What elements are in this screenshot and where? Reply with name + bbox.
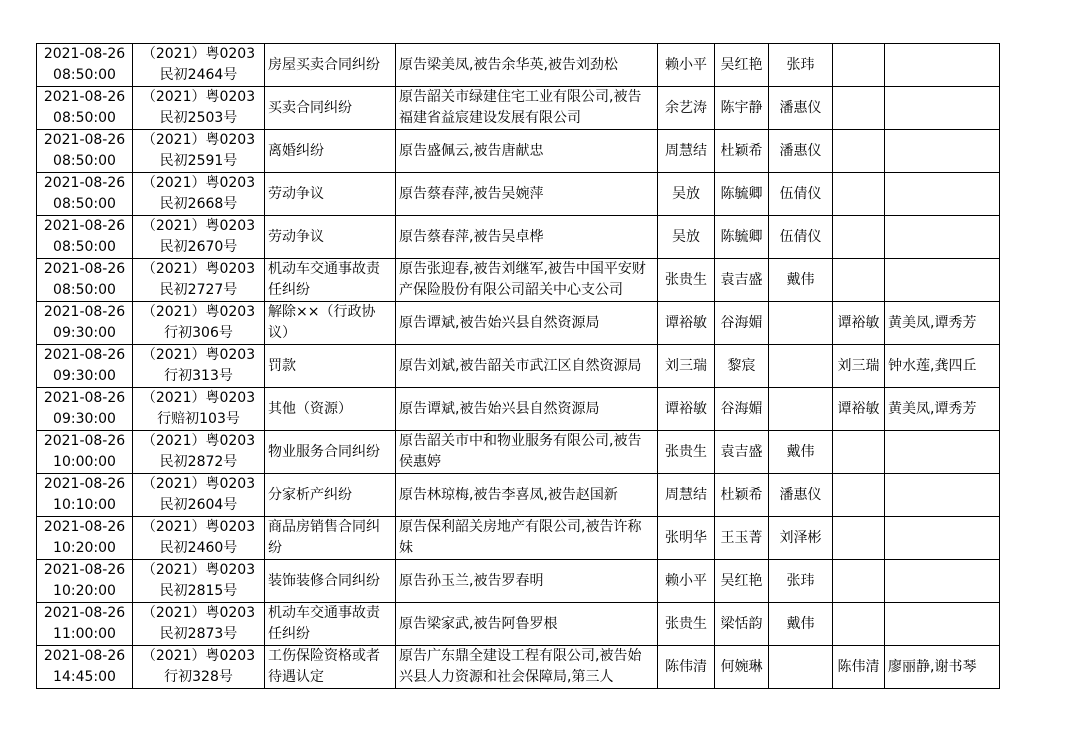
juror-cell-juror: 刘泽彬 bbox=[779, 529, 822, 546]
parties-cell bbox=[396, 130, 658, 173]
judge-cell bbox=[658, 302, 715, 345]
juror-cell bbox=[769, 560, 833, 603]
juror-cell bbox=[769, 345, 833, 388]
hearing-datetime-cell-time: 08:50:00 bbox=[53, 239, 116, 255]
table-row bbox=[37, 560, 1000, 603]
parties-cell-parties: 原告梁家武,被告阿鲁罗根 bbox=[399, 615, 558, 632]
case-number-cell-case1: （2021）粤0203 bbox=[141, 175, 256, 191]
case-number-cell bbox=[133, 603, 265, 646]
panel-members-cell bbox=[885, 474, 1000, 517]
parties-cell bbox=[396, 302, 658, 345]
hearing-datetime-cell bbox=[37, 345, 133, 388]
table-row bbox=[37, 173, 1000, 216]
judge-cell-judge: 余艺涛 bbox=[665, 99, 707, 116]
case-number-cell-case1: （2021）粤0203 bbox=[141, 218, 256, 234]
case-number-cell-case1: （2021）粤0203 bbox=[141, 261, 256, 277]
hearing-datetime-cell-time: 10:00:00 bbox=[53, 454, 116, 470]
case-number-cell-case2: 民初2670号 bbox=[159, 239, 238, 255]
hearing-datetime-cell bbox=[37, 259, 133, 302]
hearing-datetime-cell-date: 2021-08-26 bbox=[43, 175, 126, 191]
hearing-datetime-cell bbox=[37, 646, 133, 689]
parties-cell-parties: 原告谭斌,被告始兴县自然资源局 bbox=[399, 314, 600, 331]
juror-cell bbox=[769, 130, 833, 173]
juror-cell bbox=[769, 87, 833, 130]
parties-cell bbox=[396, 646, 658, 689]
panel-members-cell bbox=[885, 130, 1000, 173]
hearing-datetime-cell-time: 10:20:00 bbox=[53, 583, 116, 599]
case-cause-cell-cause: 机动车交通事故责任纠纷 bbox=[268, 605, 380, 642]
case-number-cell bbox=[133, 345, 265, 388]
judge-cell-judge: 张贵生 bbox=[665, 443, 707, 460]
case-number-cell-case2: 民初2460号 bbox=[159, 540, 238, 556]
case-number-cell bbox=[133, 130, 265, 173]
case-cause-cell bbox=[265, 173, 396, 216]
judge-cell-judge: 谭裕敏 bbox=[665, 314, 707, 331]
case-cause-cell-cause: 机动车交通事故责任纠纷 bbox=[268, 261, 380, 298]
hearing-datetime-cell-time: 08:50:00 bbox=[53, 282, 116, 298]
case-cause-cell bbox=[265, 431, 396, 474]
hearing-datetime-cell bbox=[37, 173, 133, 216]
case-number-cell-case1: （2021）粤0203 bbox=[141, 476, 256, 492]
case-number-cell bbox=[133, 87, 265, 130]
juror-cell bbox=[769, 173, 833, 216]
hearing-datetime-cell bbox=[37, 130, 133, 173]
presiding-cell-extra1: 刘三瑞 bbox=[837, 357, 880, 374]
juror-cell-juror: 伍倩仪 bbox=[779, 185, 822, 202]
judge-cell bbox=[658, 474, 715, 517]
case-cause-cell-cause: 工伤保险资格或者待遇认定 bbox=[268, 648, 380, 685]
table-body bbox=[37, 44, 1000, 689]
case-cause-cell-cause: 商品房销售合同纠纷 bbox=[268, 519, 380, 556]
clerk-cell bbox=[715, 603, 769, 646]
panel-members-cell bbox=[885, 345, 1000, 388]
hearing-datetime-cell-date: 2021-08-26 bbox=[43, 605, 126, 621]
judge-cell bbox=[658, 130, 715, 173]
clerk-cell bbox=[715, 44, 769, 87]
panel-members-cell bbox=[885, 173, 1000, 216]
clerk-cell-clerk: 杜颖希 bbox=[720, 142, 763, 159]
case-cause-cell bbox=[265, 130, 396, 173]
clerk-cell bbox=[715, 259, 769, 302]
case-number-cell-case1: （2021）粤0203 bbox=[141, 433, 256, 449]
judge-cell bbox=[658, 603, 715, 646]
juror-cell bbox=[769, 517, 833, 560]
hearing-datetime-cell-time: 09:30:00 bbox=[53, 411, 116, 427]
case-number-cell-case2: 民初2815号 bbox=[159, 583, 238, 599]
judge-cell bbox=[658, 173, 715, 216]
presiding-cell bbox=[833, 130, 885, 173]
parties-cell bbox=[396, 259, 658, 302]
case-number-cell-case2: 行初306号 bbox=[164, 325, 233, 341]
panel-members-cell-extra2: 钟水莲,龚四丘 bbox=[888, 357, 977, 374]
clerk-cell bbox=[715, 87, 769, 130]
case-cause-cell bbox=[265, 302, 396, 345]
table-row bbox=[37, 44, 1000, 87]
table-row bbox=[37, 345, 1000, 388]
case-number-cell-case1: （2021）粤0203 bbox=[141, 46, 256, 62]
case-cause-cell bbox=[265, 345, 396, 388]
clerk-cell bbox=[715, 302, 769, 345]
parties-cell-parties: 原告广东鼎全建设工程有限公司,被告始兴县人力资源和社会保障局,第三人 bbox=[399, 648, 642, 685]
hearing-datetime-cell-time: 08:50:00 bbox=[53, 67, 116, 83]
presiding-cell-extra1: 陈伟清 bbox=[837, 658, 880, 675]
table-row bbox=[37, 87, 1000, 130]
hearing-datetime-cell bbox=[37, 302, 133, 345]
clerk-cell bbox=[715, 560, 769, 603]
case-number-cell-case2: 民初2872号 bbox=[159, 454, 238, 470]
juror-cell-juror: 张玮 bbox=[786, 56, 815, 73]
parties-cell bbox=[396, 87, 658, 130]
presiding-cell bbox=[833, 87, 885, 130]
judge-cell-judge: 周慧结 bbox=[665, 486, 707, 503]
parties-cell bbox=[396, 345, 658, 388]
clerk-cell bbox=[715, 216, 769, 259]
judge-cell-judge: 谭裕敏 bbox=[665, 400, 707, 417]
clerk-cell bbox=[715, 173, 769, 216]
case-number-cell bbox=[133, 216, 265, 259]
judge-cell-judge: 陈伟清 bbox=[665, 658, 707, 675]
parties-cell bbox=[396, 216, 658, 259]
case-number-cell bbox=[133, 302, 265, 345]
case-cause-cell-cause: 物业服务合同纠纷 bbox=[268, 443, 380, 460]
clerk-cell bbox=[715, 130, 769, 173]
clerk-cell-clerk: 陈毓卿 bbox=[720, 228, 763, 245]
panel-members-cell bbox=[885, 517, 1000, 560]
presiding-cell bbox=[833, 173, 885, 216]
case-number-cell bbox=[133, 173, 265, 216]
case-number-cell-case1: （2021）粤0203 bbox=[141, 132, 256, 148]
case-number-cell bbox=[133, 431, 265, 474]
clerk-cell bbox=[715, 646, 769, 689]
case-number-cell-case1: （2021）粤0203 bbox=[141, 347, 256, 363]
presiding-cell bbox=[833, 259, 885, 302]
case-number-cell-case2: 民初2591号 bbox=[159, 153, 238, 169]
table-row bbox=[37, 130, 1000, 173]
case-number-cell bbox=[133, 388, 265, 431]
panel-members-cell bbox=[885, 431, 1000, 474]
presiding-cell bbox=[833, 302, 885, 345]
hearing-datetime-cell-time: 10:20:00 bbox=[53, 540, 116, 556]
panel-members-cell bbox=[885, 603, 1000, 646]
hearing-datetime-cell-time: 11:00:00 bbox=[53, 626, 116, 642]
juror-cell bbox=[769, 474, 833, 517]
parties-cell bbox=[396, 44, 658, 87]
juror-cell-juror: 戴伟 bbox=[786, 615, 815, 632]
panel-members-cell bbox=[885, 44, 1000, 87]
parties-cell bbox=[396, 431, 658, 474]
presiding-cell bbox=[833, 474, 885, 517]
clerk-cell bbox=[715, 474, 769, 517]
clerk-cell-clerk: 何婉琳 bbox=[720, 658, 763, 675]
case-cause-cell-cause: 劳动争议 bbox=[268, 228, 324, 245]
judge-cell-judge: 张明华 bbox=[665, 529, 707, 546]
juror-cell-juror: 潘惠仪 bbox=[779, 99, 822, 116]
hearing-datetime-cell-date: 2021-08-26 bbox=[43, 476, 126, 492]
parties-cell-parties: 原告刘斌,被告韶关市武江区自然资源局 bbox=[399, 357, 642, 374]
hearing-datetime-cell bbox=[37, 474, 133, 517]
case-cause-cell bbox=[265, 87, 396, 130]
hearing-datetime-cell-date: 2021-08-26 bbox=[43, 218, 126, 234]
table-row bbox=[37, 302, 1000, 345]
juror-cell-juror: 张玮 bbox=[786, 572, 815, 589]
juror-cell bbox=[769, 259, 833, 302]
panel-members-cell bbox=[885, 87, 1000, 130]
hearing-schedule-table bbox=[36, 43, 1000, 689]
hearing-datetime-cell-date: 2021-08-26 bbox=[43, 261, 126, 277]
clerk-cell-clerk: 吴红艳 bbox=[720, 56, 763, 73]
case-number-cell-case2: 行初313号 bbox=[164, 368, 233, 384]
hearing-datetime-cell-time: 09:30:00 bbox=[53, 368, 116, 384]
parties-cell bbox=[396, 603, 658, 646]
parties-cell-parties: 原告孙玉兰,被告罗春明 bbox=[399, 572, 544, 589]
parties-cell bbox=[396, 560, 658, 603]
table-row bbox=[37, 474, 1000, 517]
case-number-cell-case2: 行赔初103号 bbox=[157, 411, 240, 427]
table-row bbox=[37, 603, 1000, 646]
hearing-datetime-cell-date: 2021-08-26 bbox=[43, 89, 126, 105]
presiding-cell bbox=[833, 646, 885, 689]
presiding-cell bbox=[833, 345, 885, 388]
hearing-datetime-cell-time: 10:10:00 bbox=[53, 497, 116, 513]
case-number-cell bbox=[133, 646, 265, 689]
case-cause-cell-cause: 其他（资源） bbox=[268, 400, 352, 417]
juror-cell bbox=[769, 44, 833, 87]
hearing-datetime-cell-time: 08:50:00 bbox=[53, 153, 116, 169]
table-row bbox=[37, 517, 1000, 560]
case-cause-cell-cause: 解除××（行政协议） bbox=[268, 304, 376, 341]
hearing-datetime-cell-time: 08:50:00 bbox=[53, 196, 116, 212]
parties-cell-parties: 原告谭斌,被告始兴县自然资源局 bbox=[399, 400, 600, 417]
clerk-cell-clerk: 陈宇静 bbox=[720, 99, 763, 116]
case-number-cell-case2: 民初2873号 bbox=[159, 626, 238, 642]
presiding-cell bbox=[833, 388, 885, 431]
panel-members-cell bbox=[885, 216, 1000, 259]
parties-cell-parties: 原告盛佩云,被告唐献忠 bbox=[399, 142, 544, 159]
clerk-cell bbox=[715, 388, 769, 431]
case-cause-cell-cause: 房屋买卖合同纠纷 bbox=[268, 56, 380, 73]
parties-cell-parties: 原告蔡春萍,被告吴婉萍 bbox=[399, 185, 544, 202]
judge-cell bbox=[658, 87, 715, 130]
presiding-cell bbox=[833, 431, 885, 474]
clerk-cell-clerk: 杜颖希 bbox=[720, 486, 763, 503]
parties-cell bbox=[396, 173, 658, 216]
clerk-cell-clerk: 梁恬韵 bbox=[720, 615, 763, 632]
judge-cell-judge: 吴放 bbox=[672, 185, 700, 202]
case-cause-cell-cause: 买卖合同纠纷 bbox=[268, 99, 352, 116]
case-number-cell bbox=[133, 474, 265, 517]
hearing-datetime-cell-date: 2021-08-26 bbox=[43, 132, 126, 148]
hearing-datetime-cell bbox=[37, 560, 133, 603]
panel-members-cell-extra2: 黄美凤,谭秀芳 bbox=[888, 400, 977, 417]
presiding-cell bbox=[833, 216, 885, 259]
judge-cell-judge: 吴放 bbox=[672, 228, 700, 245]
case-number-cell-case2: 民初2668号 bbox=[159, 196, 238, 212]
judge-cell bbox=[658, 517, 715, 560]
hearing-datetime-cell bbox=[37, 517, 133, 560]
case-cause-cell-cause: 劳动争议 bbox=[268, 185, 324, 202]
presiding-cell-extra1: 谭裕敏 bbox=[837, 314, 880, 331]
judge-cell bbox=[658, 431, 715, 474]
judge-cell bbox=[658, 216, 715, 259]
juror-cell-juror: 戴伟 bbox=[786, 443, 815, 460]
hearing-datetime-cell-date: 2021-08-26 bbox=[43, 304, 126, 320]
presiding-cell bbox=[833, 560, 885, 603]
hearing-datetime-cell-date: 2021-08-26 bbox=[43, 390, 126, 406]
case-number-cell-case1: （2021）粤0203 bbox=[141, 304, 256, 320]
juror-cell-juror: 潘惠仪 bbox=[779, 142, 822, 159]
hearing-datetime-cell-date: 2021-08-26 bbox=[43, 433, 126, 449]
hearing-datetime-cell-time: 09:30:00 bbox=[53, 325, 116, 341]
case-number-cell-case1: （2021）粤0203 bbox=[141, 89, 256, 105]
parties-cell-parties: 原告保利韶关房地产有限公司,被告许称妹 bbox=[399, 519, 642, 556]
judge-cell bbox=[658, 560, 715, 603]
panel-members-cell-extra2: 廖丽静,谢书琴 bbox=[888, 658, 977, 675]
panel-members-cell bbox=[885, 646, 1000, 689]
hearing-datetime-cell-date: 2021-08-26 bbox=[43, 648, 126, 664]
clerk-cell-clerk: 黎宸 bbox=[727, 357, 756, 374]
juror-cell bbox=[769, 388, 833, 431]
hearing-datetime-cell bbox=[37, 44, 133, 87]
case-number-cell-case2: 民初2464号 bbox=[159, 67, 238, 83]
parties-cell-parties: 原告蔡春萍,被告吴卓桦 bbox=[399, 228, 544, 245]
presiding-cell bbox=[833, 44, 885, 87]
case-number-cell-case1: （2021）粤0203 bbox=[141, 390, 256, 406]
panel-members-cell-extra2: 黄美凤,谭秀芳 bbox=[888, 314, 977, 331]
clerk-cell-clerk: 袁吉盛 bbox=[720, 443, 763, 460]
case-cause-cell bbox=[265, 216, 396, 259]
case-cause-cell-cause: 离婚纠纷 bbox=[268, 142, 324, 159]
case-number-cell-case2: 民初2727号 bbox=[159, 282, 238, 298]
judge-cell-judge: 刘三瑞 bbox=[665, 357, 707, 374]
clerk-cell-clerk: 吴红艳 bbox=[720, 572, 763, 589]
hearing-datetime-cell bbox=[37, 603, 133, 646]
presiding-cell bbox=[833, 603, 885, 646]
presiding-cell-extra1: 谭裕敏 bbox=[837, 400, 880, 417]
judge-cell-judge: 赖小平 bbox=[665, 572, 707, 589]
judge-cell-judge: 周慧结 bbox=[665, 142, 707, 159]
case-cause-cell-cause: 分家析产纠纷 bbox=[268, 486, 352, 503]
table-row bbox=[37, 646, 1000, 689]
clerk-cell-clerk: 谷海媚 bbox=[720, 314, 763, 331]
case-number-cell-case1: （2021）粤0203 bbox=[141, 605, 256, 621]
hearing-datetime-cell bbox=[37, 388, 133, 431]
table-row bbox=[37, 431, 1000, 474]
case-number-cell bbox=[133, 560, 265, 603]
case-number-cell bbox=[133, 44, 265, 87]
juror-cell bbox=[769, 216, 833, 259]
judge-cell-judge: 张贵生 bbox=[665, 271, 707, 288]
clerk-cell bbox=[715, 517, 769, 560]
case-cause-cell bbox=[265, 44, 396, 87]
case-cause-cell bbox=[265, 603, 396, 646]
parties-cell-parties: 原告韶关市中和物业服务有限公司,被告侯惠婷 bbox=[399, 433, 642, 470]
panel-members-cell bbox=[885, 560, 1000, 603]
case-cause-cell-cause: 装饰装修合同纠纷 bbox=[268, 572, 380, 589]
clerk-cell-clerk: 王玉菁 bbox=[720, 529, 763, 546]
panel-members-cell bbox=[885, 388, 1000, 431]
hearing-datetime-cell-time: 08:50:00 bbox=[53, 110, 116, 126]
juror-cell-juror: 戴伟 bbox=[786, 271, 815, 288]
judge-cell bbox=[658, 259, 715, 302]
table-row bbox=[37, 216, 1000, 259]
table-row bbox=[37, 388, 1000, 431]
parties-cell bbox=[396, 474, 658, 517]
case-number-cell bbox=[133, 259, 265, 302]
juror-cell-juror: 潘惠仪 bbox=[779, 486, 822, 503]
hearing-datetime-cell-date: 2021-08-26 bbox=[43, 562, 126, 578]
parties-cell bbox=[396, 517, 658, 560]
case-cause-cell bbox=[265, 388, 396, 431]
juror-cell bbox=[769, 603, 833, 646]
panel-members-cell bbox=[885, 302, 1000, 345]
judge-cell-judge: 张贵生 bbox=[665, 615, 707, 632]
juror-cell bbox=[769, 302, 833, 345]
panel-members-cell bbox=[885, 259, 1000, 302]
juror-cell bbox=[769, 646, 833, 689]
hearing-datetime-cell-date: 2021-08-26 bbox=[43, 46, 126, 62]
juror-cell bbox=[769, 431, 833, 474]
clerk-cell-clerk: 谷海媚 bbox=[720, 400, 763, 417]
judge-cell bbox=[658, 646, 715, 689]
parties-cell-parties: 原告韶关市绿建住宅工业有限公司,被告福建省益宸建设发展有限公司 bbox=[399, 89, 642, 126]
case-number-cell-case2: 民初2604号 bbox=[159, 497, 238, 513]
case-cause-cell bbox=[265, 517, 396, 560]
hearing-datetime-cell-date: 2021-08-26 bbox=[43, 347, 126, 363]
juror-cell-juror: 伍倩仪 bbox=[779, 228, 822, 245]
hearing-datetime-cell bbox=[37, 216, 133, 259]
hearing-datetime-cell bbox=[37, 431, 133, 474]
hearing-datetime-cell-date: 2021-08-26 bbox=[43, 519, 126, 535]
judge-cell-judge: 赖小平 bbox=[665, 56, 707, 73]
case-cause-cell-cause: 罚款 bbox=[268, 357, 296, 374]
case-cause-cell bbox=[265, 259, 396, 302]
case-number-cell-case2: 民初2503号 bbox=[159, 110, 238, 126]
clerk-cell-clerk: 陈毓卿 bbox=[720, 185, 763, 202]
hearing-datetime-cell bbox=[37, 87, 133, 130]
hearing-datetime-cell-time: 14:45:00 bbox=[53, 669, 116, 685]
case-number-cell bbox=[133, 517, 265, 560]
parties-cell bbox=[396, 388, 658, 431]
case-cause-cell bbox=[265, 560, 396, 603]
parties-cell-parties: 原告张迎春,被告刘继军,被告中国平安财产保险股份有限公司韶关中心支公司 bbox=[399, 261, 646, 298]
table-row bbox=[37, 259, 1000, 302]
clerk-cell-clerk: 袁吉盛 bbox=[720, 271, 763, 288]
presiding-cell bbox=[833, 517, 885, 560]
parties-cell-parties: 原告林琼梅,被告李喜凤,被告赵国新 bbox=[399, 486, 618, 503]
clerk-cell bbox=[715, 345, 769, 388]
case-number-cell-case1: （2021）粤0203 bbox=[141, 562, 256, 578]
parties-cell-parties: 原告梁美凤,被告余华英,被告刘劲松 bbox=[399, 56, 618, 73]
case-number-cell-case1: （2021）粤0203 bbox=[141, 519, 256, 535]
judge-cell bbox=[658, 345, 715, 388]
case-number-cell-case1: （2021）粤0203 bbox=[141, 648, 256, 664]
clerk-cell bbox=[715, 431, 769, 474]
judge-cell bbox=[658, 388, 715, 431]
judge-cell bbox=[658, 44, 715, 87]
case-number-cell-case2: 行初328号 bbox=[164, 669, 233, 685]
case-cause-cell bbox=[265, 474, 396, 517]
case-cause-cell bbox=[265, 646, 396, 689]
